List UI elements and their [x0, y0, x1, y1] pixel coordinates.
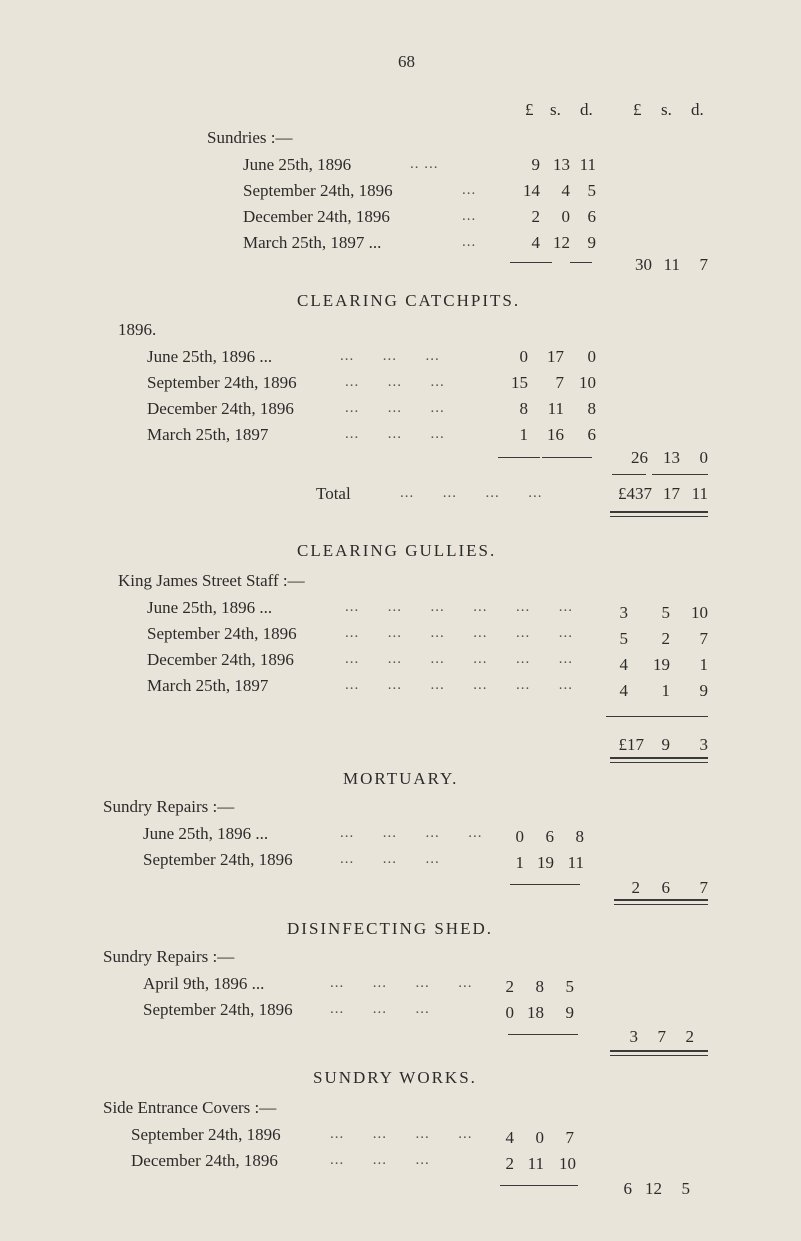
grand-total-pounds: £437	[618, 484, 652, 503]
works-row-date: December 24th, 1896	[131, 1151, 278, 1170]
amount-shillings: 8	[535, 977, 544, 996]
amount-pounds: 4	[505, 1128, 514, 1147]
amount-pence: 1	[699, 655, 708, 674]
subtotal-rule	[570, 262, 592, 263]
amount-shillings: 11	[547, 399, 564, 418]
double-rule	[610, 516, 708, 517]
leader-dots: ...	[462, 234, 477, 250]
total-rule	[652, 474, 708, 475]
amount-pounds: 15	[511, 373, 528, 392]
catchpits-row-date: June 25th, 1896 ...	[147, 347, 273, 366]
subtotal-pounds: 3	[629, 1027, 638, 1046]
amount-shillings: 6	[545, 827, 554, 846]
subtotal-pence: 3	[699, 735, 708, 754]
leader-dots: ... ... ... ... ... ...	[345, 625, 573, 641]
leader-dots: ... ... ... ...	[330, 975, 473, 991]
sundries-label: Sundries :—	[207, 128, 293, 147]
amount-pence: 5	[565, 977, 574, 996]
amount-shillings: 1	[661, 681, 670, 700]
amount-pence: 7	[699, 629, 708, 648]
leader-dots: ... ... ...	[345, 374, 445, 390]
amount-pence: 8	[575, 827, 584, 846]
leader-dots: ... ... ...	[345, 400, 445, 416]
subtotal-pence: 7	[699, 878, 708, 897]
amount-pounds: 4	[531, 233, 540, 252]
subtotal-shillings: 13	[663, 448, 680, 467]
amount-shillings: 12	[553, 233, 570, 252]
section-label: Side Entrance Covers :—	[103, 1098, 277, 1117]
section-label: Sundry Repairs :—	[103, 947, 235, 966]
total-rule	[612, 474, 646, 475]
amount-pence: 6	[587, 425, 596, 444]
amount-pence: 9	[565, 1003, 574, 1022]
shed-row-date: April 9th, 1896 ...	[143, 974, 265, 993]
leader-dots: ... ... ...	[330, 1001, 430, 1017]
leader-dots: ... ... ... ...	[330, 1126, 473, 1142]
gullies-row-date: September 24th, 1896	[147, 624, 297, 643]
mortuary-row-date: June 25th, 1896 ...	[143, 824, 269, 843]
subtotal-pounds: 2	[631, 878, 640, 897]
amount-pence: 11	[579, 155, 596, 174]
amount-shillings: 13	[553, 155, 570, 174]
amount-shillings: 5	[661, 603, 670, 622]
double-rule	[610, 757, 708, 759]
leader-dots: ... ... ...	[345, 426, 445, 442]
sundries-row-date: September 24th, 1896	[243, 181, 393, 200]
leader-dots: .. ...	[410, 156, 439, 172]
amount-pence: 8	[587, 399, 596, 418]
amount-shillings: 4	[561, 181, 570, 200]
amount-shillings: 2	[661, 629, 670, 648]
subtotal-pounds: 30	[635, 255, 652, 274]
subtotal-pounds: 6	[623, 1179, 632, 1198]
leader-dots: ... ... ...	[340, 851, 440, 867]
section-heading: SUNDRY WORKS.	[313, 1068, 477, 1087]
col1-pounds-header: £	[525, 100, 534, 119]
col2-shillings-header: s.	[661, 100, 672, 119]
catchpits-row-date: March 25th, 1897	[147, 425, 269, 444]
leader-dots: ... ... ... ... ... ...	[345, 677, 573, 693]
amount-pounds: 1	[515, 853, 524, 872]
amount-shillings: 19	[653, 655, 670, 674]
subtotal-pounds: £17	[618, 735, 644, 754]
amount-pence: 10	[579, 373, 596, 392]
amount-shillings: 7	[555, 373, 564, 392]
leader-dots: ... ... ...	[330, 1152, 430, 1168]
amount-shillings: 0	[535, 1128, 544, 1147]
amount-pounds: 9	[531, 155, 540, 174]
amount-pence: 9	[587, 233, 596, 252]
page-number: 68	[398, 52, 415, 71]
subtotal-pence: 7	[699, 255, 708, 274]
amount-pence: 9	[699, 681, 708, 700]
amount-pounds: 0	[505, 1003, 514, 1022]
amount-pounds: 5	[619, 629, 628, 648]
amount-pence: 0	[587, 347, 596, 366]
subtotal-rule	[606, 716, 708, 717]
leader-dots: ... ... ...	[340, 348, 440, 364]
subtotal-shillings: 9	[661, 735, 670, 754]
catchpits-row-date: September 24th, 1896	[147, 373, 297, 392]
amount-pence: 10	[559, 1154, 576, 1173]
amount-shillings: 19	[537, 853, 554, 872]
double-rule	[614, 904, 708, 905]
subtotal-pence: 2	[685, 1027, 694, 1046]
subtotal-shillings: 7	[657, 1027, 666, 1046]
leader-dots: ... ... ... ... ... ...	[345, 651, 573, 667]
amount-pounds: 0	[519, 347, 528, 366]
amount-pounds: 1	[519, 425, 528, 444]
amount-shillings: 17	[547, 347, 564, 366]
subtotal-rule	[498, 457, 540, 458]
grand-total-shillings: 17	[663, 484, 680, 503]
sundries-row-date: June 25th, 1896	[243, 155, 352, 174]
subtotal-rule	[510, 884, 580, 885]
subtotal-pence: 5	[681, 1179, 690, 1198]
amount-pence: 10	[691, 603, 708, 622]
amount-shillings: 11	[527, 1154, 544, 1173]
sundries-row-date: March 25th, 1897 ...	[243, 233, 382, 252]
amount-pounds: 2	[531, 207, 540, 226]
amount-pounds: 4	[619, 681, 628, 700]
subtotal-pounds: 26	[631, 448, 648, 467]
works-row-date: September 24th, 1896	[131, 1125, 281, 1144]
double-rule	[614, 899, 708, 901]
section-heading: CLEARING CATCHPITS.	[297, 291, 521, 310]
leader-dots: ... ... ... ...	[400, 485, 543, 501]
amount-pence: 11	[567, 853, 584, 872]
subtotal-rule	[542, 457, 592, 458]
gullies-row-date: December 24th, 1896	[147, 650, 294, 669]
subtotal-shillings: 12	[645, 1179, 662, 1198]
double-rule	[610, 511, 708, 513]
double-rule	[610, 762, 708, 763]
col1-pence-header: d.	[580, 100, 593, 119]
amount-pence: 5	[587, 181, 596, 200]
catchpits-row-date: December 24th, 1896	[147, 399, 294, 418]
amount-pounds: 4	[619, 655, 628, 674]
subtotal-rule	[500, 1185, 578, 1186]
subtotal-pence: 0	[699, 448, 708, 467]
sundries-row-date: December 24th, 1896	[243, 207, 390, 226]
amount-pence: 6	[587, 207, 596, 226]
double-rule	[610, 1055, 708, 1056]
leader-dots: ... ... ... ...	[340, 825, 483, 841]
section-label: Sundry Repairs :—	[103, 797, 235, 816]
year-label: 1896.	[118, 320, 157, 339]
col1-shillings-header: s.	[550, 100, 561, 119]
gullies-row-date: June 25th, 1896 ...	[147, 598, 273, 617]
amount-pounds: 2	[505, 1154, 514, 1173]
col2-pounds-header: £	[633, 100, 642, 119]
subtotal-rule	[510, 262, 552, 263]
amount-shillings: 0	[561, 207, 570, 226]
amount-pounds: 14	[523, 181, 540, 200]
amount-pounds: 3	[619, 603, 628, 622]
section-heading: CLEARING GULLIES.	[297, 541, 497, 560]
grand-total-label: Total	[316, 484, 351, 503]
section-label: King James Street Staff :—	[118, 571, 305, 590]
subtotal-shillings: 11	[663, 255, 680, 274]
amount-pounds: 8	[519, 399, 528, 418]
subtotal-rule	[508, 1034, 578, 1035]
amount-pounds: 2	[505, 977, 514, 996]
amount-shillings: 18	[527, 1003, 544, 1022]
amount-pounds: 0	[515, 827, 524, 846]
shed-row-date: September 24th, 1896	[143, 1000, 293, 1019]
amount-shillings: 16	[547, 425, 564, 444]
gullies-row-date: March 25th, 1897	[147, 676, 269, 695]
leader-dots: ...	[462, 182, 477, 198]
double-rule	[610, 1050, 708, 1052]
subtotal-shillings: 6	[661, 878, 670, 897]
leader-dots: ...	[462, 208, 477, 224]
col2-pence-header: d.	[691, 100, 704, 119]
amount-pence: 7	[565, 1128, 574, 1147]
section-heading: DISINFECTING SHED.	[287, 919, 493, 938]
section-heading: MORTUARY.	[343, 769, 459, 788]
leader-dots: ... ... ... ... ... ...	[345, 599, 573, 615]
mortuary-row-date: September 24th, 1896	[143, 850, 293, 869]
grand-total-pence: 11	[691, 484, 708, 503]
